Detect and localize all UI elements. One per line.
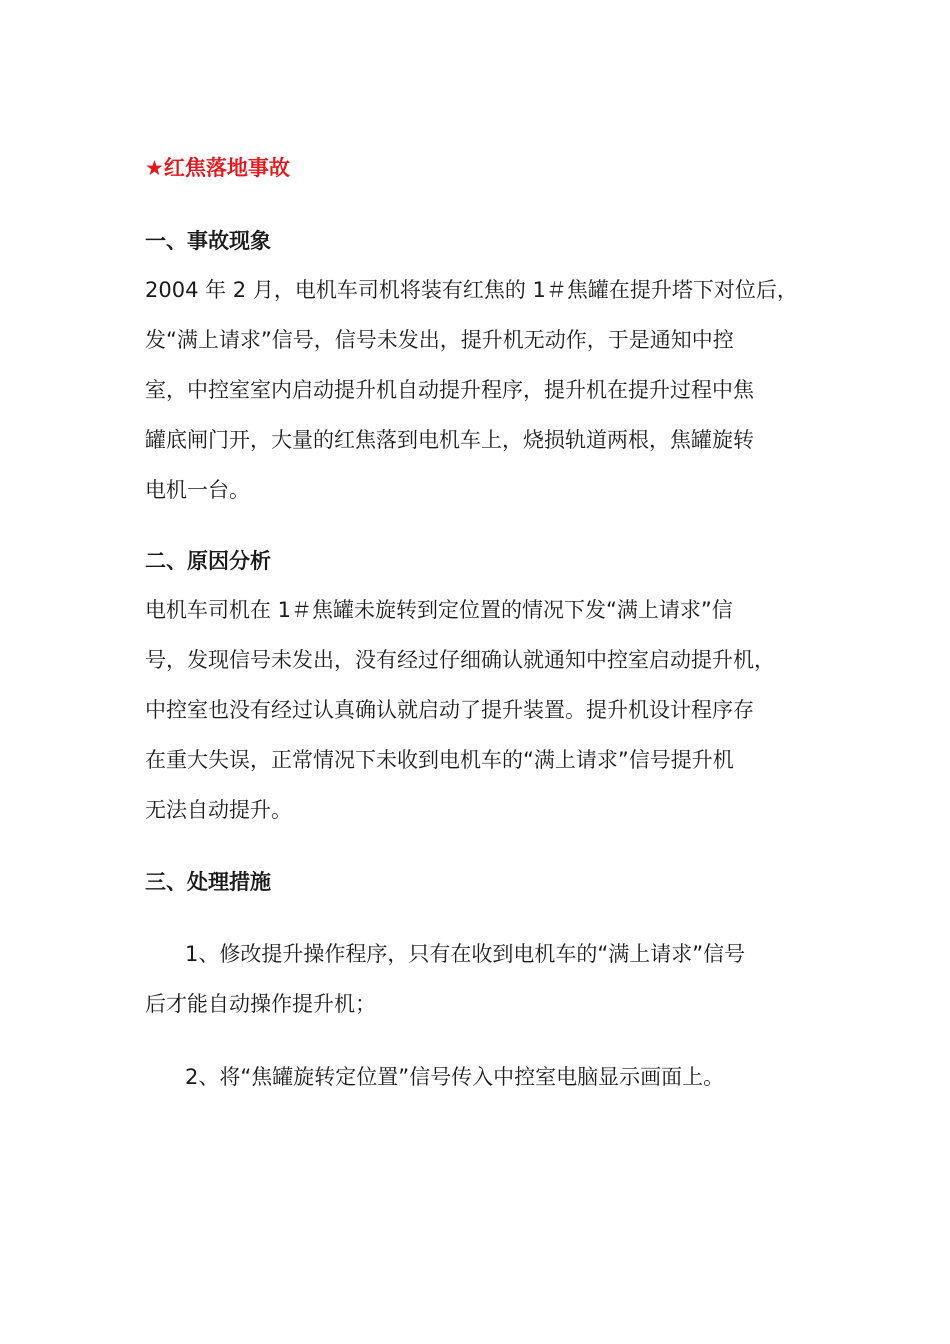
body-line: 罐底闸门开，大量的红焦落到电机车上，烧损轨道两根，焦罐旋转 — [145, 428, 754, 452]
body-line: 电机一台。 — [145, 478, 250, 502]
document-title — [145, 152, 290, 184]
body-line: 2004 年 2 月，电机车司机将装有红焦的 1＃焦罐在提升塔下对位后， — [145, 278, 798, 302]
body-line: 无法自动提升。 — [145, 798, 292, 822]
measure-line: 后才能自动操作提升机； — [145, 992, 376, 1016]
title-text: 红焦落地事故 — [163, 156, 290, 180]
measure-line: 1、修改提升操作程序，只有在收到电机车的“满上请求”信号 — [185, 942, 746, 966]
section-heading-phenomenon: 一、事故现象 — [145, 229, 271, 253]
body-line: 中控室也没有经过认真确认就启动了提升装置。提升机设计程序存 — [145, 698, 754, 722]
measure-item-1 — [145, 929, 745, 1029]
body-line: 电机车司机在 1＃焦罐未旋转到定位置的情况下发“满上请求”信 — [145, 598, 733, 622]
section-heading-cause: 二、原因分析 — [145, 549, 271, 573]
body-line: 发“满上请求”信号，信号未发出，提升机无动作，于是通知中控 — [145, 328, 734, 352]
section-heading-measures: 三、处理措施 — [145, 870, 271, 894]
body-line: 号，发现信号未发出，没有经过仔细确认就通知中控室启动提升机， — [145, 648, 775, 672]
measure-line: 2、将“焦罐旋转定位置”信号传入中控室电脑显示画面上。 — [185, 1065, 725, 1089]
body-line: 室，中控室室内启动提升机自动提升程序，提升机在提升过程中焦 — [145, 378, 754, 402]
body-line: 在重大失误，正常情况下未收到电机车的“满上请求”信号提升机 — [145, 748, 734, 772]
section-body-cause — [145, 585, 835, 835]
section-body-phenomenon — [145, 265, 835, 515]
measure-item-2 — [145, 1052, 724, 1102]
star-icon: ★ — [145, 156, 164, 180]
